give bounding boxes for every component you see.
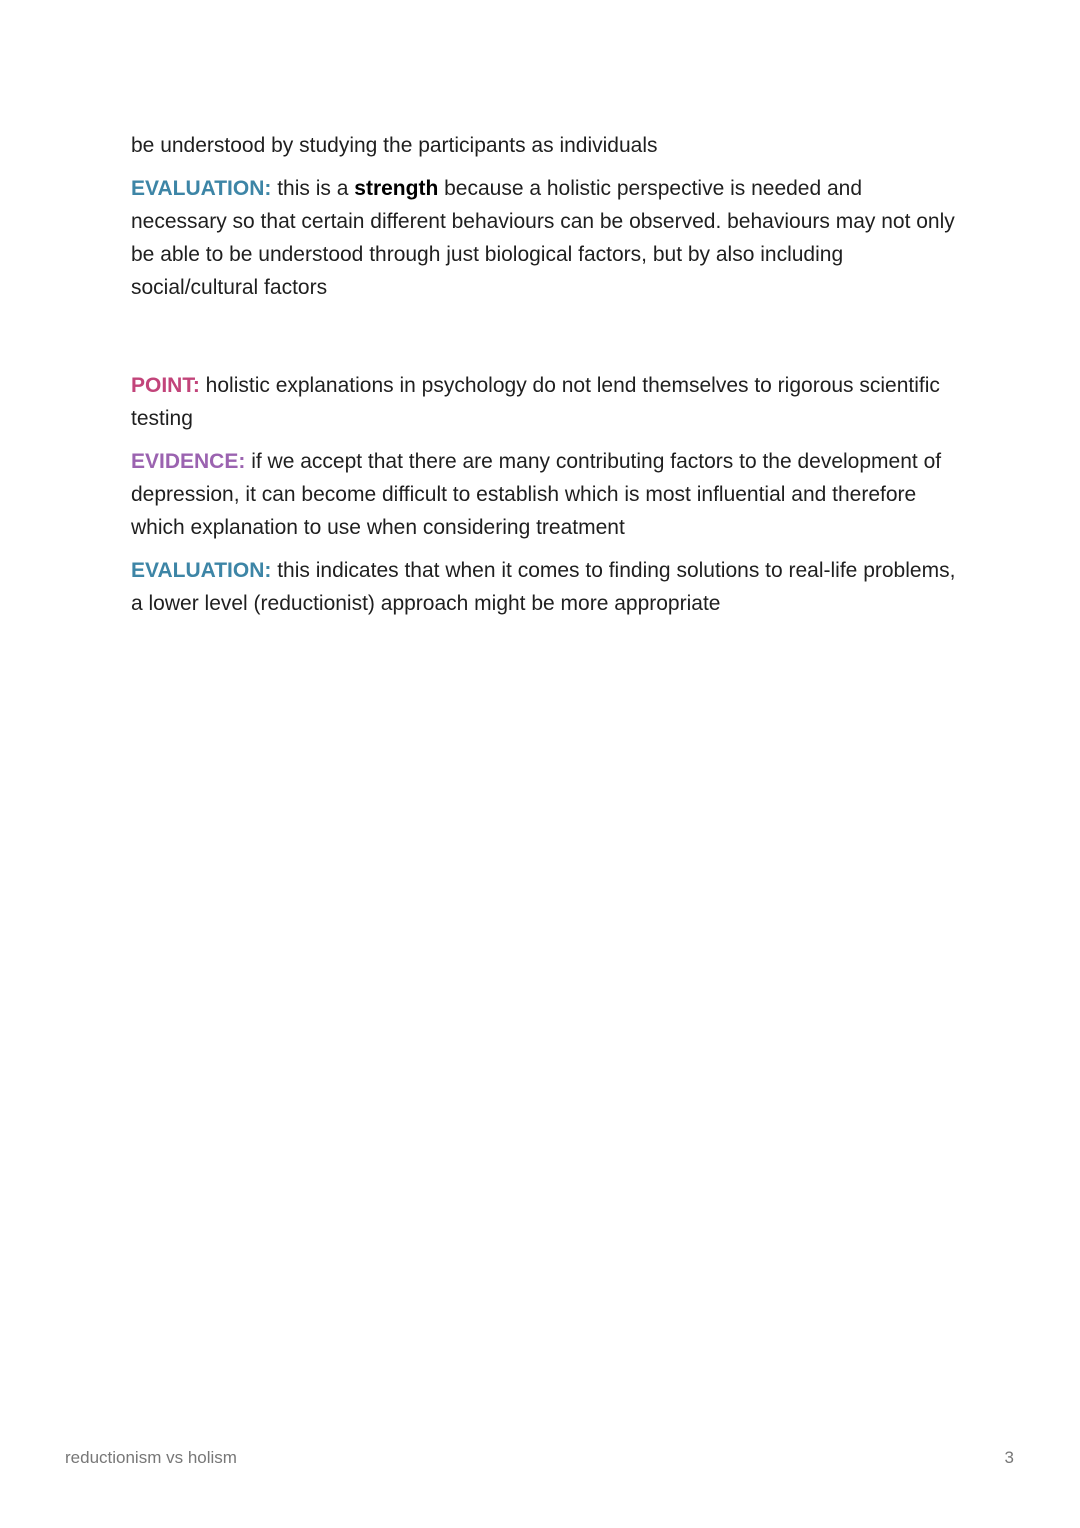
footer-document-title: reductionism vs holism xyxy=(65,1448,237,1467)
evidence-text: if we accept that there are many contributing factors to the development of depression, it can become difficult to establish which is most influential and therefore which explanation to use when considering treatment xyxy=(131,450,942,539)
page-content xyxy=(131,129,961,630)
point-label: POINT: xyxy=(131,374,200,397)
evaluation-label: EVALUATION: xyxy=(131,559,272,582)
section-gap xyxy=(131,314,961,369)
continuation-text: be understood by studying the participants as individuals xyxy=(131,134,658,157)
evaluation-text-after: because a holistic perspective is needed and necessary so that certain different behaviours can be observed. behaviours may not only be able to be understood through just biological factors, but by also including social/cultural factors xyxy=(131,177,955,299)
point-text: holistic explanations in psychology do not lend themselves to rigorous scientific testing xyxy=(131,374,940,430)
continuation-paragraph xyxy=(131,129,961,162)
page-footer xyxy=(65,1448,1014,1472)
evaluation-bold-word: strength xyxy=(354,177,439,200)
evaluation-paragraph-2 xyxy=(131,554,961,620)
evidence-paragraph xyxy=(131,445,961,544)
evaluation-text-before: this is a xyxy=(271,177,355,200)
footer-page-number: 3 xyxy=(1004,1448,1014,1467)
evidence-label: EVIDENCE: xyxy=(131,450,246,473)
evaluation-label: EVALUATION: xyxy=(131,177,272,200)
evaluation-text: this indicates that when it comes to finding solutions to real-life problems, a lower level (reductionist) approach might be more appropriate xyxy=(131,559,956,615)
evaluation-paragraph-1 xyxy=(131,172,961,304)
point-paragraph xyxy=(131,369,961,435)
